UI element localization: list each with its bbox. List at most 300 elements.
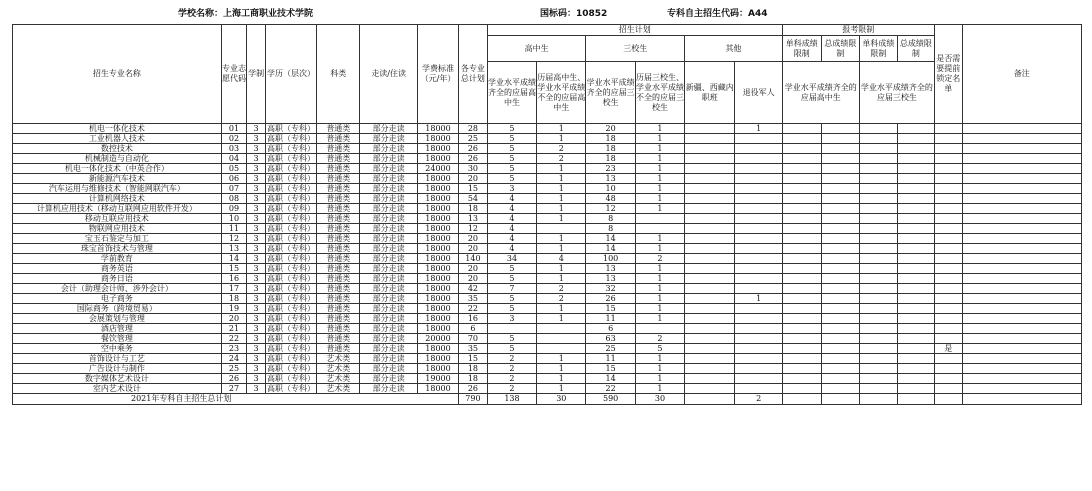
col-sx-group: 三校生 bbox=[586, 36, 685, 62]
limit-cell bbox=[897, 294, 934, 304]
table-row bbox=[13, 344, 1082, 354]
sx-a-cell: 11 bbox=[586, 354, 635, 364]
totals-other-a bbox=[685, 394, 735, 405]
hs-a-cell: 5 bbox=[487, 174, 536, 184]
sx-a-cell: 13 bbox=[586, 274, 635, 284]
fee-cell: 19000 bbox=[417, 374, 458, 384]
limit-cell bbox=[859, 194, 897, 204]
limit-cell bbox=[859, 244, 897, 254]
other-b-cell bbox=[735, 174, 782, 184]
note-cell bbox=[962, 294, 1081, 304]
total-cell: 15 bbox=[459, 354, 488, 364]
limit-cell bbox=[782, 344, 821, 354]
other-b-cell bbox=[735, 204, 782, 214]
other-b-cell bbox=[735, 314, 782, 324]
limit-cell bbox=[782, 304, 821, 314]
other-a-cell bbox=[685, 324, 735, 334]
other-a-cell bbox=[685, 274, 735, 284]
limit-cell bbox=[782, 174, 821, 184]
sx-a-cell: 63 bbox=[586, 334, 635, 344]
hs-b-cell: 1 bbox=[537, 184, 586, 194]
hs-b-cell: 1 bbox=[537, 124, 586, 134]
enrollment-plan-table bbox=[12, 24, 1082, 405]
total-cell: 18 bbox=[459, 364, 488, 374]
major-cell: 数字媒体艺术设计 bbox=[13, 374, 222, 384]
degree-cell: 高职（专科） bbox=[267, 143, 316, 153]
code-cell: 17 bbox=[221, 284, 247, 294]
other-a-cell bbox=[685, 294, 735, 304]
totals-empty-cell bbox=[897, 394, 934, 405]
hs-b-cell: 1 bbox=[537, 384, 586, 394]
limit-cell bbox=[782, 374, 821, 384]
fee-cell: 18000 bbox=[417, 124, 458, 134]
sx-b-cell: 1 bbox=[635, 294, 684, 304]
col-note: 备注 bbox=[962, 25, 1081, 124]
table-row bbox=[13, 304, 1082, 314]
other-b-cell: 1 bbox=[735, 124, 782, 134]
limit-cell bbox=[859, 164, 897, 174]
other-b-cell bbox=[735, 284, 782, 294]
code-cell: 09 bbox=[221, 204, 247, 214]
degree-cell: 高职（专科） bbox=[267, 293, 316, 303]
note-cell bbox=[962, 344, 1081, 354]
fee-cell: 18000 bbox=[417, 244, 458, 254]
table-row bbox=[13, 224, 1082, 234]
major-cell: 商务日语 bbox=[13, 274, 222, 284]
limit-cell bbox=[821, 164, 859, 174]
table-body bbox=[13, 124, 1082, 405]
limit-cell bbox=[821, 324, 859, 334]
major-cell: 数控技术 bbox=[13, 144, 222, 154]
hs-a-cell: 2 bbox=[487, 354, 536, 364]
table-row bbox=[13, 244, 1082, 254]
hs-a-cell: 5 bbox=[487, 344, 536, 354]
sx-b-cell: 1 bbox=[635, 264, 684, 274]
hs-b-cell: 1 bbox=[537, 204, 586, 214]
hs-a-cell: 5 bbox=[487, 164, 536, 174]
category-cell: 艺术类 bbox=[317, 364, 360, 374]
mode-cell: 部分走读 bbox=[360, 124, 418, 134]
col-other-group: 其他 bbox=[685, 36, 783, 62]
fee-cell: 18000 bbox=[417, 314, 458, 324]
code-cell: 02 bbox=[221, 134, 247, 144]
mode-cell: 部分走读 bbox=[360, 354, 418, 364]
hs-a-cell: 5 bbox=[487, 124, 536, 134]
note-cell bbox=[962, 374, 1081, 384]
note-cell bbox=[962, 124, 1081, 134]
hs-a-cell bbox=[487, 324, 536, 334]
limit-cell bbox=[821, 294, 859, 304]
col-limit-sx: 学业水平成绩齐全的应届三校生 bbox=[859, 62, 934, 124]
locked-cell bbox=[934, 294, 962, 304]
limit-cell bbox=[859, 364, 897, 374]
limit-cell bbox=[859, 314, 897, 324]
fee-cell: 18000 bbox=[417, 134, 458, 144]
limit-cell bbox=[859, 144, 897, 154]
sx-a-cell: 18 bbox=[586, 134, 635, 144]
years-cell: 3 bbox=[247, 134, 266, 144]
table-row bbox=[13, 214, 1082, 224]
sx-a-cell: 12 bbox=[586, 204, 635, 214]
years-cell: 3 bbox=[247, 334, 266, 344]
sx-a-cell: 13 bbox=[586, 174, 635, 184]
other-b-cell bbox=[735, 334, 782, 344]
category-cell: 普通类 bbox=[317, 264, 360, 274]
code-cell: 11 bbox=[221, 224, 247, 234]
limit-cell bbox=[782, 164, 821, 174]
col-volunteer-code: 专业志愿代码 bbox=[221, 25, 247, 124]
years-cell: 3 bbox=[247, 154, 266, 164]
table-row bbox=[13, 184, 1082, 194]
limit-cell bbox=[859, 284, 897, 294]
degree-cell: 高职（专科） bbox=[267, 263, 316, 273]
limit-cell bbox=[821, 124, 859, 134]
limit-cell bbox=[859, 294, 897, 304]
sx-b-cell: 1 bbox=[635, 164, 684, 174]
limit-cell bbox=[821, 234, 859, 244]
total-cell: 54 bbox=[459, 194, 488, 204]
limit-cell bbox=[782, 254, 821, 264]
hs-a-cell: 5 bbox=[487, 334, 536, 344]
years-cell: 3 bbox=[247, 244, 266, 254]
limit-cell bbox=[821, 144, 859, 154]
years-cell: 3 bbox=[247, 324, 266, 334]
hs-b-cell: 2 bbox=[537, 154, 586, 164]
table-row bbox=[13, 384, 1082, 394]
totals-total: 790 bbox=[459, 394, 488, 405]
mode-cell: 部分走读 bbox=[360, 224, 418, 234]
mode-cell: 部分走读 bbox=[360, 314, 418, 324]
sx-b-cell: 1 bbox=[635, 184, 684, 194]
other-a-cell bbox=[685, 164, 735, 174]
code-cell: 25 bbox=[221, 364, 247, 374]
locked-cell bbox=[934, 354, 962, 364]
limit-cell bbox=[782, 154, 821, 164]
years-cell: 3 bbox=[247, 354, 266, 364]
limit-cell bbox=[821, 374, 859, 384]
years-cell: 3 bbox=[247, 234, 266, 244]
major-cell: 新能源汽车技术 bbox=[13, 174, 222, 184]
total-cell: 12 bbox=[459, 224, 488, 234]
years-cell: 3 bbox=[247, 374, 266, 384]
sx-b-cell: 1 bbox=[635, 314, 684, 324]
limit-cell bbox=[821, 264, 859, 274]
category-cell: 艺术类 bbox=[317, 384, 360, 394]
other-b-cell bbox=[735, 214, 782, 224]
hs-b-cell bbox=[537, 334, 586, 344]
locked-cell bbox=[934, 244, 962, 254]
total-cell: 35 bbox=[459, 294, 488, 304]
hs-a-cell: 3 bbox=[487, 184, 536, 194]
limit-cell bbox=[821, 184, 859, 194]
degree-cell: 高职（专科） bbox=[267, 233, 316, 243]
hs-a-cell: 7 bbox=[487, 284, 536, 294]
col-hs-b: 历届高中生、学业水平成绩不全的应届高中生 bbox=[537, 62, 586, 124]
category-cell: 普通类 bbox=[317, 224, 360, 234]
degree-cell: 高职（专科） bbox=[267, 383, 316, 393]
hs-b-cell: 1 bbox=[537, 174, 586, 184]
major-cell: 机械制造与自动化 bbox=[13, 154, 222, 164]
mode-cell: 部分走读 bbox=[360, 214, 418, 224]
limit-cell bbox=[897, 384, 934, 394]
total-cell: 25 bbox=[459, 134, 488, 144]
hs-b-cell: 1 bbox=[537, 304, 586, 314]
table-row bbox=[13, 154, 1082, 164]
sx-a-cell: 14 bbox=[586, 244, 635, 254]
note-cell bbox=[962, 144, 1081, 154]
school-name: 学校名称：上海工商职业技术学院 bbox=[178, 9, 314, 19]
mode-cell: 部分走读 bbox=[360, 284, 418, 294]
mode-cell: 部分走读 bbox=[360, 334, 418, 344]
enrollment-code: 专科自主招生代码：A44 bbox=[667, 9, 768, 19]
major-cell: 会展策划与管理 bbox=[13, 314, 222, 324]
note-cell bbox=[962, 384, 1081, 394]
limit-cell bbox=[859, 234, 897, 244]
other-a-cell bbox=[685, 354, 735, 364]
hs-b-cell bbox=[537, 324, 586, 334]
hs-a-cell: 2 bbox=[487, 384, 536, 394]
fee-cell: 24000 bbox=[417, 164, 458, 174]
hs-a-cell: 34 bbox=[487, 254, 536, 264]
hs-b-cell: 1 bbox=[537, 164, 586, 174]
mode-cell: 部分走读 bbox=[360, 144, 418, 154]
col-other-a: 新疆、西藏内职班 bbox=[685, 62, 735, 124]
totals-label: 2021年专科自主招生总计划 bbox=[13, 394, 459, 405]
major-cell: 室内艺术设计 bbox=[13, 384, 222, 394]
limit-cell bbox=[859, 374, 897, 384]
fee-cell: 18000 bbox=[417, 214, 458, 224]
degree-cell: 高职（专科） bbox=[267, 123, 316, 133]
totals-other-b: 2 bbox=[735, 394, 782, 405]
limit-cell bbox=[897, 154, 934, 164]
limit-cell bbox=[897, 164, 934, 174]
mode-cell: 部分走读 bbox=[360, 154, 418, 164]
fee-cell: 18000 bbox=[417, 364, 458, 374]
totals-empty-cell bbox=[934, 394, 962, 405]
other-a-cell bbox=[685, 224, 735, 234]
code-cell: 24 bbox=[221, 354, 247, 364]
note-cell bbox=[962, 334, 1081, 344]
degree-cell: 高职（专科） bbox=[267, 153, 316, 163]
degree-cell: 高职（专科） bbox=[267, 133, 316, 143]
total-cell: 13 bbox=[459, 214, 488, 224]
degree-cell: 高职（专科） bbox=[267, 303, 316, 313]
col-limit-total-1: 总成绩限制 bbox=[821, 36, 859, 62]
totals-empty-cell bbox=[782, 394, 821, 405]
limit-cell bbox=[859, 174, 897, 184]
mode-cell: 部分走读 bbox=[360, 164, 418, 174]
hs-a-cell: 5 bbox=[487, 154, 536, 164]
limit-cell bbox=[782, 314, 821, 324]
hs-b-cell: 2 bbox=[537, 294, 586, 304]
limit-cell bbox=[821, 224, 859, 234]
degree-cell: 高职（专科） bbox=[267, 223, 316, 233]
limit-cell bbox=[897, 214, 934, 224]
sx-b-cell: 1 bbox=[635, 194, 684, 204]
limit-cell bbox=[859, 254, 897, 264]
limit-cell bbox=[821, 214, 859, 224]
years-cell: 3 bbox=[247, 264, 266, 274]
limit-cell bbox=[782, 194, 821, 204]
limit-cell bbox=[821, 344, 859, 354]
limit-cell bbox=[782, 294, 821, 304]
limit-cell bbox=[859, 274, 897, 284]
limit-cell bbox=[821, 354, 859, 364]
locked-cell bbox=[934, 274, 962, 284]
sx-a-cell: 14 bbox=[586, 234, 635, 244]
fee-cell: 18000 bbox=[417, 274, 458, 284]
sx-a-cell: 48 bbox=[586, 194, 635, 204]
col-plan-group: 招生计划 bbox=[487, 25, 782, 36]
major-cell: 首饰设计与工艺 bbox=[13, 354, 222, 364]
degree-cell: 高职（专科） bbox=[267, 273, 316, 283]
category-cell: 普通类 bbox=[317, 254, 360, 264]
limit-cell bbox=[821, 194, 859, 204]
locked-cell bbox=[934, 374, 962, 384]
locked-cell bbox=[934, 334, 962, 344]
col-major: 招生专业名称 bbox=[13, 25, 222, 124]
fee-cell: 18000 bbox=[417, 234, 458, 244]
sx-a-cell: 23 bbox=[586, 164, 635, 174]
limit-cell bbox=[897, 354, 934, 364]
note-cell bbox=[962, 324, 1081, 334]
table-row bbox=[13, 204, 1082, 214]
sx-b-cell: 1 bbox=[635, 174, 684, 184]
fee-cell: 18000 bbox=[417, 144, 458, 154]
limit-cell bbox=[782, 324, 821, 334]
table-row bbox=[13, 334, 1082, 344]
limit-cell bbox=[782, 134, 821, 144]
col-limit-hs: 学业水平成绩齐全的应届高中生 bbox=[782, 62, 859, 124]
col-hs-group: 高中生 bbox=[487, 36, 586, 62]
sx-b-cell: 1 bbox=[635, 244, 684, 254]
other-b-cell bbox=[735, 134, 782, 144]
totals-hs-a: 138 bbox=[487, 394, 536, 405]
hs-b-cell bbox=[537, 224, 586, 234]
major-cell: 餐饮管理 bbox=[13, 334, 222, 344]
locked-cell bbox=[934, 194, 962, 204]
note-cell bbox=[962, 194, 1081, 204]
sx-b-cell: 1 bbox=[635, 354, 684, 364]
hs-b-cell: 1 bbox=[537, 314, 586, 324]
major-cell: 空中乘务 bbox=[13, 344, 222, 354]
locked-cell bbox=[934, 124, 962, 134]
limit-cell bbox=[897, 254, 934, 264]
mode-cell: 部分走读 bbox=[360, 324, 418, 334]
col-other-b: 退役军人 bbox=[735, 62, 782, 124]
major-cell: 汽车运用与维修技术（智能网联汽车） bbox=[13, 184, 222, 194]
hs-b-cell: 1 bbox=[537, 374, 586, 384]
limit-cell bbox=[782, 284, 821, 294]
other-b-cell bbox=[735, 194, 782, 204]
code-cell: 16 bbox=[221, 274, 247, 284]
sx-b-cell: 1 bbox=[635, 134, 684, 144]
years-cell: 3 bbox=[247, 254, 266, 264]
sx-b-cell: 2 bbox=[635, 254, 684, 264]
limit-cell bbox=[897, 374, 934, 384]
fee-cell: 18000 bbox=[417, 304, 458, 314]
degree-cell: 高职（专科） bbox=[267, 213, 316, 223]
category-cell: 普通类 bbox=[317, 304, 360, 314]
limit-cell bbox=[859, 204, 897, 214]
fee-cell: 18000 bbox=[417, 174, 458, 184]
code-cell: 13 bbox=[221, 244, 247, 254]
note-cell bbox=[962, 134, 1081, 144]
code-cell: 07 bbox=[221, 184, 247, 194]
degree-cell: 高职（专科） bbox=[267, 243, 316, 253]
hs-a-cell: 5 bbox=[487, 134, 536, 144]
years-cell: 3 bbox=[247, 124, 266, 134]
total-cell: 22 bbox=[459, 304, 488, 314]
hs-b-cell: 1 bbox=[537, 244, 586, 254]
limit-cell bbox=[859, 384, 897, 394]
limit-cell bbox=[897, 274, 934, 284]
mode-cell: 部分走读 bbox=[360, 374, 418, 384]
limit-cell bbox=[859, 214, 897, 224]
hs-b-cell bbox=[537, 344, 586, 354]
total-cell: 26 bbox=[459, 144, 488, 154]
total-cell: 26 bbox=[459, 384, 488, 394]
other-b-cell bbox=[735, 244, 782, 254]
category-cell: 普通类 bbox=[317, 174, 360, 184]
sx-a-cell: 6 bbox=[586, 324, 635, 334]
limit-cell bbox=[859, 124, 897, 134]
limit-cell bbox=[859, 134, 897, 144]
note-cell bbox=[962, 274, 1081, 284]
hs-a-cell: 5 bbox=[487, 304, 536, 314]
col-category: 科类 bbox=[317, 25, 360, 124]
other-a-cell bbox=[685, 154, 735, 164]
limit-cell bbox=[897, 174, 934, 184]
limit-cell bbox=[782, 234, 821, 244]
degree-cell: 高职（专科） bbox=[267, 343, 316, 353]
locked-cell bbox=[934, 324, 962, 334]
table-row bbox=[13, 314, 1082, 324]
major-cell: 学前教育 bbox=[13, 254, 222, 264]
other-a-cell bbox=[685, 234, 735, 244]
total-cell: 70 bbox=[459, 334, 488, 344]
degree-cell: 高职（专科） bbox=[267, 323, 316, 333]
hs-b-cell: 1 bbox=[537, 354, 586, 364]
note-cell bbox=[962, 284, 1081, 294]
other-b-cell bbox=[735, 144, 782, 154]
hs-a-cell: 5 bbox=[487, 264, 536, 274]
total-cell: 15 bbox=[459, 184, 488, 194]
years-cell: 3 bbox=[247, 224, 266, 234]
limit-cell bbox=[859, 154, 897, 164]
note-cell bbox=[962, 164, 1081, 174]
limit-cell bbox=[859, 304, 897, 314]
total-cell: 35 bbox=[459, 344, 488, 354]
col-total: 各专业总计划 bbox=[459, 25, 488, 124]
col-locked: 是否需要提前锁定名单 bbox=[934, 25, 962, 124]
sx-b-cell: 1 bbox=[635, 154, 684, 164]
category-cell: 普通类 bbox=[317, 164, 360, 174]
limit-cell bbox=[897, 124, 934, 134]
sx-b-cell: 1 bbox=[635, 384, 684, 394]
fee-cell: 18000 bbox=[417, 154, 458, 164]
limit-cell bbox=[897, 194, 934, 204]
code-cell: 05 bbox=[221, 164, 247, 174]
fee-cell: 18000 bbox=[417, 384, 458, 394]
degree-cell: 高职（专科） bbox=[267, 193, 316, 203]
limit-cell bbox=[821, 134, 859, 144]
sx-a-cell: 18 bbox=[586, 144, 635, 154]
mode-cell: 部分走读 bbox=[360, 244, 418, 254]
other-a-cell bbox=[685, 334, 735, 344]
category-cell: 普通类 bbox=[317, 344, 360, 354]
years-cell: 3 bbox=[247, 214, 266, 224]
